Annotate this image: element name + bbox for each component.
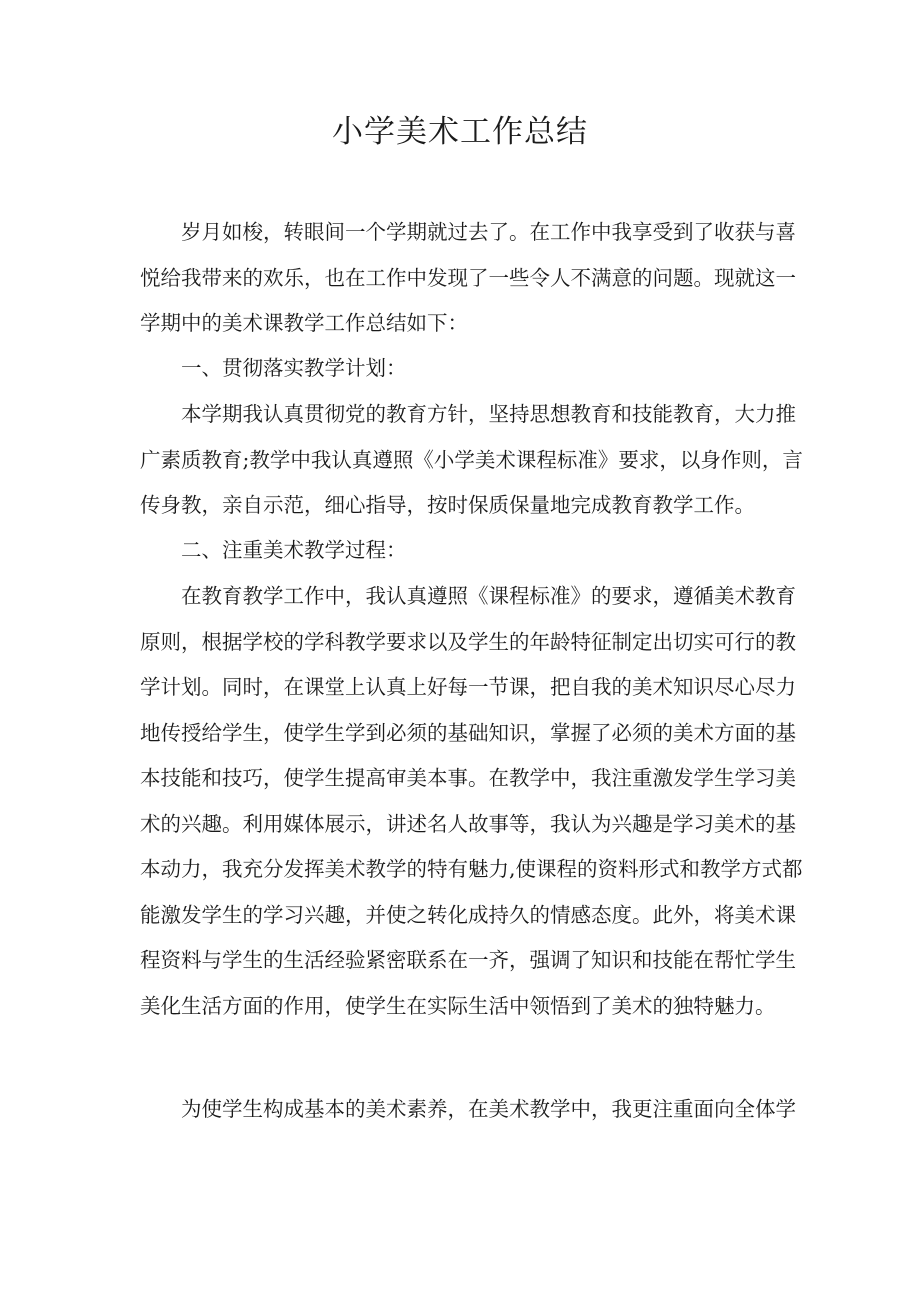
paragraph-line: 学期中的美术课教学工作总结如下： [140, 311, 468, 335]
paragraph-line: 岁月如梭，转眼间一个学期就过去了。在工作中我享受到了收获与喜 [181, 220, 796, 244]
paragraph-line: 在教育教学工作中，我认真遵照《课程标准》的要求，遵循美术教育 [181, 584, 796, 608]
paragraph-line: 本动力，我充分发挥美术教学的特有魅力,使课程的资料形式和教学方式都 [140, 857, 803, 881]
paragraph-line: 学计划。同时，在课堂上认真上好每一节课，把自我的美术知识尽心尽力 [140, 675, 796, 699]
paragraph-line: 本学期我认真贯彻党的教育方针，坚持思想教育和技能教育，大力推 [181, 402, 796, 426]
paragraph-line: 广素质教育;教学中我认真遵照《小学美术课程标准》要求，以身作则，言 [140, 447, 803, 472]
section-heading-text: 一、贯彻落实教学计划： [181, 356, 407, 380]
paragraph-intro [140, 210, 796, 347]
section-heading-1 [140, 346, 796, 392]
section-heading-2 [140, 528, 796, 574]
paragraph-line: 地传授给学生，使学生学到必须的基础知识，掌握了必须的美术方面的基 [140, 720, 796, 745]
paragraph-line: 美化生活方面的作用，使学生在实际生活中领悟到了美术的独特魅力。 [140, 993, 776, 1018]
section-heading-text: 二、注重美术教学过程： [181, 538, 407, 562]
document-title: 小学美术工作总结 [332, 114, 588, 150]
paragraph-line: 悦给我带来的欢乐，也在工作中发现了一些令人不满意的问题。现就这一 [140, 265, 796, 290]
paragraph-line: 术的兴趣。利用媒体展示，讲述名人故事等，我认为兴趣是学习美术的基 [140, 811, 796, 836]
paragraph-teaching-process [140, 574, 803, 1029]
paragraph-art-literacy [140, 1087, 796, 1133]
paragraph-line: 传身教，亲自示范，细心指导，按时保质保量地完成教育教学工作。 [140, 493, 755, 517]
paragraph-teaching-plan [140, 392, 803, 529]
paragraph-line: 原则，根据学校的学科教学要求以及学生的年龄特征制定出切实可行的教 [140, 629, 796, 654]
paragraph-line: 为使学生构成基本的美术素养，在美术教学中，我更注重面向全体学 [181, 1097, 796, 1121]
paragraph-line: 本技能和技巧，使学生提高审美本事。在教学中，我注重激发学生学习美 [140, 766, 796, 790]
paragraph-line: 程资料与学生的生活经验紧密联系在一齐，强调了知识和技能在帮忙学生 [140, 948, 796, 972]
paragraph-line: 能激发学生的学习兴趣，并使之转化成持久的情感态度。此外，将美术课 [140, 902, 796, 927]
